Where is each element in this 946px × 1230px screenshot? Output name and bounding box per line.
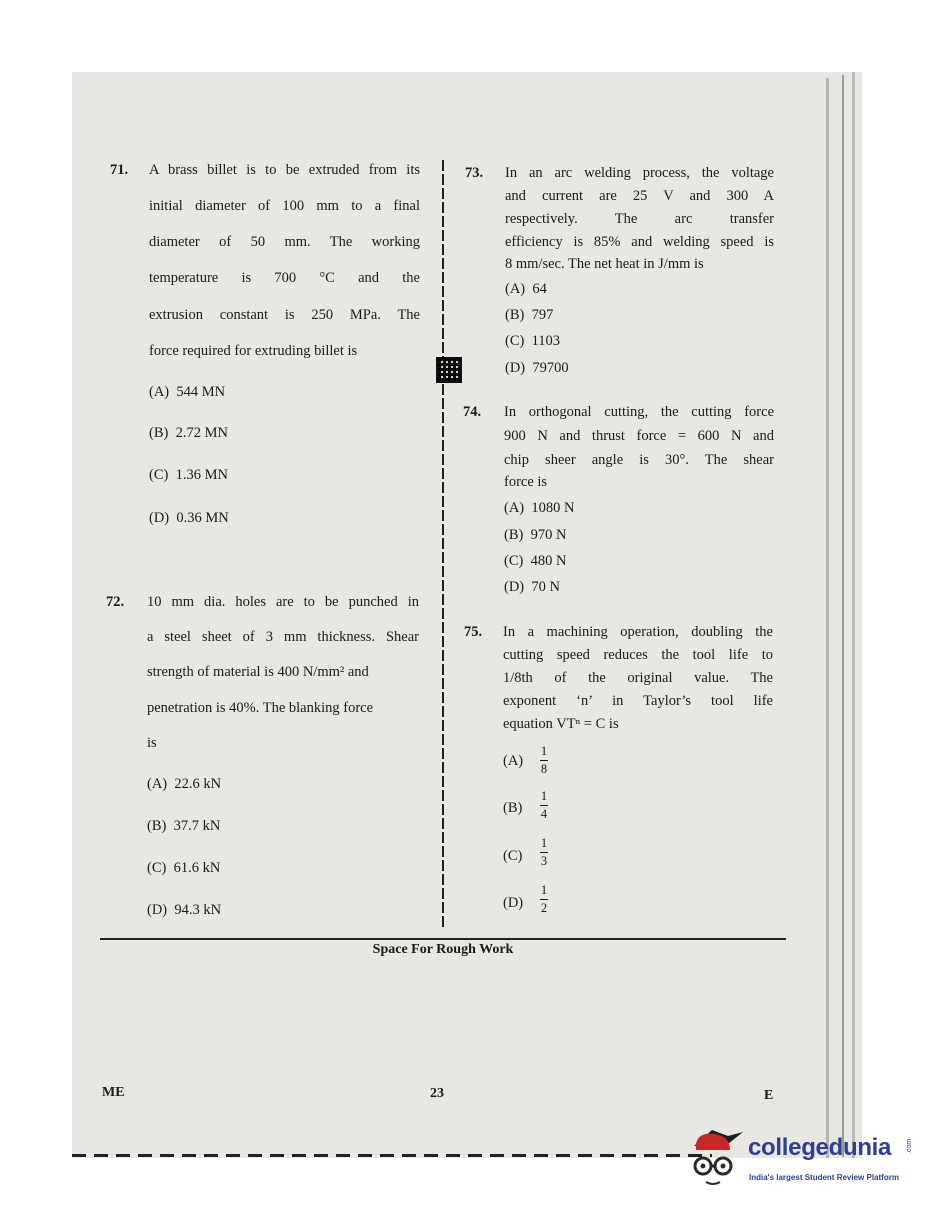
question-text: penetration is 40%. The blanking force (147, 700, 374, 716)
question-text: In a machining operation, doubling the (503, 624, 773, 640)
question-text: initial diameter of 100 mm to a final (149, 198, 420, 214)
option: (A) 544 MN (149, 384, 226, 400)
question-text: respectively. The arc transfer (505, 211, 774, 227)
page-number: 23 (430, 1086, 444, 1101)
question-text: extrusion constant is 250 MPa. The (149, 307, 420, 323)
logo-name: collegedunia (748, 1134, 892, 1161)
option-label: (C) (503, 848, 523, 864)
option: (A) 1080 N (504, 500, 575, 516)
qr-code (436, 357, 462, 383)
question-text: In an arc welding process, the voltage (505, 165, 774, 181)
question-text: a steel sheet of 3 mm thickness. Shear (147, 629, 419, 645)
question-number: 71. (110, 162, 129, 178)
booklet-code: E (764, 1088, 774, 1103)
option: (C) 1.36 MN (149, 467, 228, 483)
option: (D) 0.36 MN (149, 510, 229, 526)
option-label: (D) (503, 895, 524, 911)
column-divider (442, 160, 444, 930)
option-label: (A) (503, 753, 524, 769)
collegedunia-logo (688, 1122, 918, 1192)
question-text: A brass billet is to be extruded from its (149, 162, 420, 178)
question-text: is (147, 735, 157, 751)
option-label: (B) (503, 800, 523, 816)
question-text: efficiency is 85% and welding speed is (505, 234, 774, 250)
question-text: 1/8th of the original value. The (503, 670, 773, 686)
logo-suffix: .com (906, 1138, 914, 1155)
question-text: force required for extruding billet is (149, 343, 358, 359)
question-number: 75. (464, 624, 483, 640)
question-text: 8 mm/sec. The net heat in J/mm is (505, 256, 704, 272)
option: (D) 94.3 kN (147, 902, 222, 918)
page-edge (826, 78, 829, 1158)
question-text: diameter of 50 mm. The working (149, 234, 420, 250)
question-text: cutting speed reduces the tool life to (503, 647, 773, 663)
option: (A) 64 (505, 281, 547, 297)
option: (B) 37.7 kN (147, 818, 221, 834)
option: (B) 797 (505, 307, 554, 323)
page-edge (852, 72, 855, 1158)
option: (C) 480 N (504, 553, 567, 569)
fraction: 1 3 (540, 836, 548, 868)
question-text: In orthogonal cutting, the cutting force (504, 404, 774, 420)
question-text: exponent ‘n’ in Taylor’s tool life (503, 693, 773, 709)
logo-tagline: India's largest Student Review Platform (749, 1173, 899, 1182)
question-text: 900 N and thrust force = 600 N and (504, 428, 774, 444)
fraction: 1 8 (540, 744, 548, 776)
question-number: 73. (465, 165, 484, 181)
fraction: 1 4 (540, 789, 548, 821)
question-text: equation VTⁿ = C is (503, 716, 619, 732)
rough-work-rule (100, 938, 786, 940)
question-text: 10 mm dia. holes are to be punched in (147, 594, 419, 610)
subject-code: ME (102, 1085, 125, 1100)
option: (C) 61.6 kN (147, 860, 221, 876)
question-text: strength of material is 400 N/mm² and (147, 664, 369, 680)
question-number: 74. (463, 404, 482, 420)
question-text: and current are 25 V and 300 A (505, 188, 774, 204)
option: (A) 22.6 kN (147, 776, 222, 792)
rough-work-label: Space For Rough Work (372, 942, 514, 957)
question-number: 72. (106, 594, 125, 610)
option: (B) 2.72 MN (149, 425, 228, 441)
question-text: force is (504, 474, 548, 490)
question-text: temperature is 700 °C and the (149, 270, 420, 286)
option: (C) 1103 (505, 333, 561, 349)
fraction: 1 2 (540, 883, 548, 915)
option: (D) 79700 (505, 360, 569, 376)
question-text: chip sheer angle is 30°. The shear (504, 452, 774, 468)
page-edge (842, 75, 844, 1157)
option: (B) 970 N (504, 527, 567, 543)
option: (D) 70 N (504, 579, 560, 595)
mascot-icon (688, 1122, 746, 1192)
bottom-dashed-line (72, 1154, 712, 1157)
